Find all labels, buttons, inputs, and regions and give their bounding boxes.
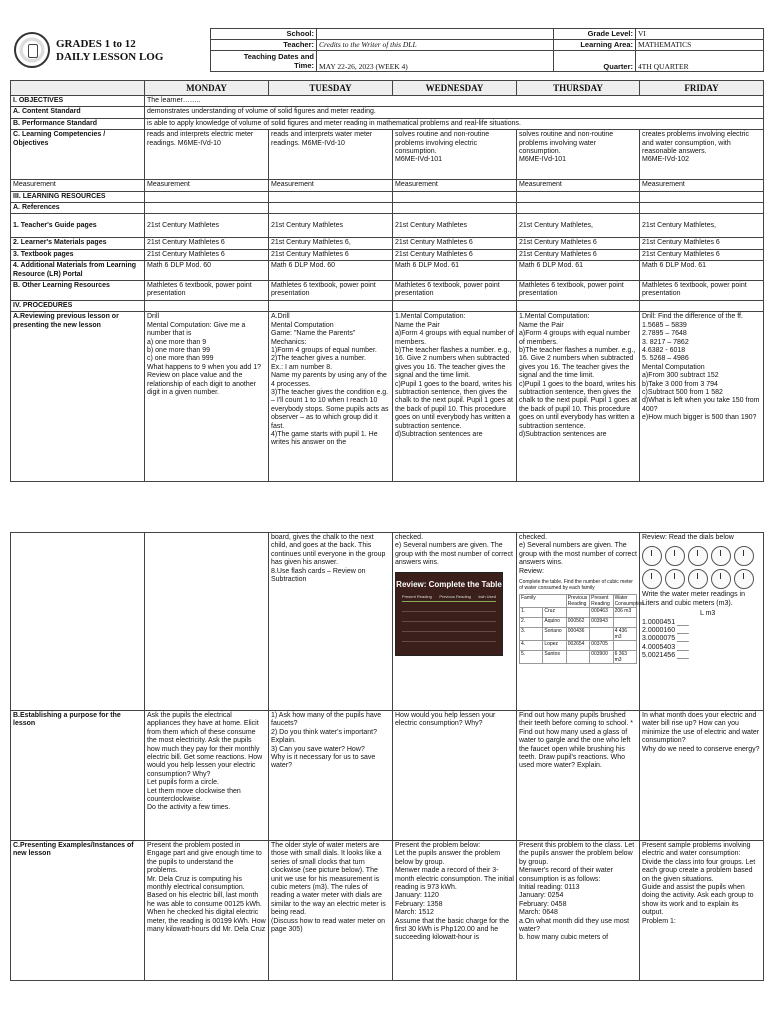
- am-tuesday: Math 6 DLP Mod. 60: [269, 261, 393, 281]
- water-consumption-table: Family Previous Reading Present Reading Water Consumption 1. Cruz 000463 206 m3 2. Aquino 000562 003943 3. Soriano 000436 4 436 m3 4. Lopez 002654 003705 5. Santos 003900 6 363 m3: [521, 595, 645, 664]
- tb-friday: 21st Century Mathletes 6: [640, 249, 764, 260]
- review-label: A.Reviewing previous lesson or presenting the new lesson: [11, 312, 145, 482]
- dial-icon: [711, 546, 731, 566]
- competency-wednesday: solves routine and non-routine problems involving electric consumption. M6ME-IVd-101: [393, 130, 517, 180]
- tg-tuesday: 21st Century Mathletes: [269, 214, 393, 238]
- other-resources-label: B. Other Learning Resources: [11, 281, 145, 301]
- references-label: A. References: [11, 203, 145, 214]
- tb-tuesday: 21st Century Mathletes 6: [269, 249, 393, 260]
- learning-area-label: Learning Area:: [554, 40, 636, 51]
- dial-icon: [688, 546, 708, 566]
- lesson-table-part2: [10, 532, 764, 981]
- am-thursday: Math 6 DLP Mod. 61: [517, 261, 640, 281]
- resources-heading: III. LEARNING RESOURCES: [11, 191, 145, 202]
- dates-label: Teaching Dates and Time:: [211, 51, 317, 72]
- content-wednesday: Measurement: [393, 180, 517, 191]
- deped-seal-icon: [14, 32, 50, 68]
- presenting-label: C.Presenting Examples/Instances of new lesson: [11, 841, 145, 981]
- content-friday: Measurement: [640, 180, 764, 191]
- tg-monday: 21st Century Mathletes: [145, 214, 269, 238]
- competencies-label: C. Learning Competencies / Objectives: [11, 130, 145, 180]
- olr-monday: Mathletes 6 textbook, power point presentation: [145, 281, 269, 301]
- presenting-monday: Present the problem posted in Engage part and give enough time to the pupils to understand the problems. Mr. Dela Cruz is computing his monthly electrical consumption. Based on his electric bill, last month he was able to consume 00125 kWh. When he checked his digital electric meter, the reading is 00199 kWh. How many kilowatt-hours did Mr. Dela Cruz: [145, 841, 269, 981]
- performance-standard-label: B. Performance Standard: [11, 118, 145, 129]
- tb-wednesday: 21st Century Mathletes 6: [393, 249, 517, 260]
- day-header-row: [11, 81, 764, 96]
- header-info-table: [210, 28, 764, 72]
- purpose-tuesday: 1) Ask how many of the pupils have faucets? 2) Do you think water's important? Explain. 3) Can you save water? How? Why is it necessary for us to save water?: [269, 711, 393, 841]
- lm-wednesday: 21st Century Mathletes 6: [393, 238, 517, 249]
- lm-monday: 21st Century Mathletes 6: [145, 238, 269, 249]
- dial-icon: [711, 569, 731, 589]
- purpose-friday: In what month does your electric and water bill rise up? How can you minimize the use of electric and water consumption? Why do we need to conserve energy?: [640, 711, 764, 841]
- dial-icon: [642, 569, 662, 589]
- header-title: GRADES 1 to 12 DAILY LESSON LOG: [56, 38, 164, 63]
- competency-thursday: solves routine and non-routine problems involving water consumption. M6ME-IVd-101: [517, 130, 640, 180]
- purpose-wednesday: How would you help lessen your electric consumption? Why?: [393, 711, 517, 841]
- review-wednesday: 1.Mental Computation: Name the Pair a)Form 4 groups with equal number of members. b)The teacher flashes a number. e.g., 16. Give 2 numbers when subtracted gives you 16. The teacher gives the signal and the time limit. c)Pupil 1 goes to the board, writes his subtraction sentence, then gives the chalk to the next pupil. Pupil 1 goes at the back of pupil 10. This procedure goes on until everybody has written a subtraction sentence. d)Subtraction sentences are: [393, 312, 517, 482]
- water-meter-dials: [642, 546, 761, 589]
- content-thursday: Measurement: [517, 180, 640, 191]
- lm-friday: 21st Century Mathletes 6: [640, 238, 764, 249]
- competency-friday: creates problems involving electric and water consumption, with reasonable answers. M6ME-IVd-102: [640, 130, 764, 180]
- day-thursday: THURSDAY: [517, 81, 640, 96]
- teacher-label: Teacher:: [211, 40, 317, 51]
- am-friday: Math 6 DLP Mod. 61: [640, 261, 764, 281]
- school-value: [317, 29, 554, 40]
- lm-tuesday: 21st Century Mathletes 6,: [269, 238, 393, 249]
- objectives-heading: I. OBJECTIVES: [11, 96, 145, 107]
- review-cont-thursday: checked. e) Several numbers are given. The group with the most number of correct answers wins. Review: Complete the table. Find the number of cubic meter of water consumed by each family Family Previous Reading Present Reading Water Consumption 1. Cruz 000463 206 m3 2. Aquino 000562 003943 3. Soriano 000436 4 436 m3 4. Lopez 002654 003705 5. Santos 003900 6 363 m3: [517, 533, 640, 711]
- review-thursday: 1.Mental Computation: Name the Pair a)Form 4 groups with equal number of members. b)The teacher flashes a number. e.g., 16. Give 2 numbers when subtracted gives you 16. The teacher gives the signal and the time limit. c)Pupil 1 goes to the board, writes his subtraction sentence, then gives the chalk to the next pupil. Pupil 1 goes at the back of pupil 10. This procedure goes on until everybody has written a subtraction sentence. d)Subtraction sentences are: [517, 312, 640, 482]
- performance-standard-text: is able to apply knowledge of volume of solid figures and meter reading in mathematical problems and real-life situations.: [145, 118, 764, 129]
- dial-icon: [734, 569, 754, 589]
- tb-thursday: 21st Century Mathletes 6: [517, 249, 640, 260]
- purpose-label: B.Establishing a purpose for the lesson: [11, 711, 145, 841]
- tg-wednesday: 21st Century Mathletes: [393, 214, 517, 238]
- presenting-thursday: Present this problem to the class. Let the pupils answer the problem below by group. Menwer's record of their water consumption is as follows: Initial reading: 0113 January: 0254 February: 0458 March: 0648 a.On what month did they use most water? b. how many cubic meters of: [517, 841, 640, 981]
- lesson-table-part1: [10, 80, 764, 482]
- am-wednesday: Math 6 DLP Mod. 61: [393, 261, 517, 281]
- dial-icon: [642, 546, 662, 566]
- review-cont-friday: Review: Read the dials below Write the water meter readings in Liters and cubic meters (m3). L m3 1.0000451 ___ 2.0000160 ___ 3.0000075 ___ 4.0005403 ___ 5.0021456 ___: [640, 533, 764, 711]
- learning-area-value: MATHEMATICS: [636, 40, 764, 51]
- additional-materials-label: 4. Additional Materials from Learning Resource (LR) Portal: [11, 261, 145, 281]
- review-cont-wednesday: checked. e) Several numbers are given. The group with the most number of correct answers wins. Review: Complete the Table Present Reading Previous Reading kwh Used: [393, 533, 517, 711]
- competency-tuesday: reads and interprets water meter readings. M6ME-IVd-10: [269, 130, 393, 180]
- dates-value: MAY 22-26, 2023 (WEEK 4): [317, 51, 554, 72]
- review-cont-tuesday: board, gives the chalk to the next child, and goes at the back. This continues until everyone in the group has given his answer. 8.Use flash cards – Review on Subtraction: [269, 533, 393, 711]
- day-tuesday: TUESDAY: [269, 81, 393, 96]
- content-tuesday: Measurement: [269, 180, 393, 191]
- teachers-guide-label: 1. Teacher's Guide pages: [11, 214, 145, 238]
- tg-friday: 21st Century Mathletes,: [640, 214, 764, 238]
- day-monday: MONDAY: [145, 81, 269, 96]
- school-label: School:: [211, 29, 317, 40]
- dial-icon: [665, 569, 685, 589]
- quarter-label: Quarter:: [554, 51, 636, 72]
- quarter-value: 4TH QUARTER: [636, 51, 764, 72]
- day-wednesday: WEDNESDAY: [393, 81, 517, 96]
- dial-icon: [734, 546, 754, 566]
- header: [10, 28, 763, 74]
- teacher-value: Credits to the Writer of this DLL: [317, 40, 554, 51]
- dial-icon: [665, 546, 685, 566]
- purpose-monday: Ask the pupils the electrical appliances they have at home. Elicit from them which of these consume the most electricity. Ask the pupils how much they pay for their monthly electric bill. Get some reactions. How would you help lessen your electric consumption? Why? Let pupils form a circle. Let them move clockwise then counterclockwise. Do the activity a few times.: [145, 711, 269, 841]
- procedures-heading: IV. PROCEDURES: [11, 300, 145, 311]
- olr-tuesday: Mathletes 6 textbook, power point presentation: [269, 281, 393, 301]
- purpose-thursday: Find out how many pupils brushed their teeth before coming to school. * Find out how many used a glass of water to gargle and the one who left the faucet open while brushing his teeth. Draw pupil's reactions. Who used more water? Explain.: [517, 711, 640, 841]
- olr-friday: Mathletes 6 textbook, power point presentation: [640, 281, 764, 301]
- textbook-label: 3. Textbook pages: [11, 249, 145, 260]
- learners-materials-label: 2. Learner's Materials pages: [11, 238, 145, 249]
- presenting-wednesday: Present the problem below: Let the pupils answer the problem below by group. Menwer made a record of their 3-month electric consumption. The initial reading is 973 kWh. January: 1120 February: 1358 March: 1512 Assume that the basic charge for the first 30 kWh is Php120.00 and he succeeding kilowatt-hour is: [393, 841, 517, 981]
- grade-level-label: Grade Level:: [554, 29, 636, 40]
- content-standard-label: A. Content Standard: [11, 107, 145, 118]
- review-monday: Drill Mental Computation: Give me a number that is a) one more than 9 b) one more than 99 c) one more than 999 What happens to 9 when you add 1? Review on place value and the relationship of each digit to another digit in a given number.: [145, 312, 269, 482]
- presenting-tuesday: The older style of water meters are those with small dials. It looks like a series of small clocks that turn clockwise (see picture below). The unit we use for his measurement is cubic meters (m3). The rules of reading a water meter with dials are similar to the way an electric meter is being read. (Discuss how to read water meter on page 305): [269, 841, 393, 981]
- table-row: 1. Cruz 000463 206 m3: [520, 608, 637, 618]
- lm-thursday: 21st Century Mathletes 6: [517, 238, 640, 249]
- grade-level-value: VI: [636, 29, 764, 40]
- am-monday: Math 6 DLP Mod. 60: [145, 261, 269, 281]
- tb-monday: 21st Century Mathletes 6: [145, 249, 269, 260]
- presenting-friday: Present sample problems involving electric and water consumption: Divide the class into four groups. Let each group create a problem based on the given situations. Guide and assist the pupils when doing the activity. Ask each group to show its work and to explain its output. Problem 1:: [640, 841, 764, 981]
- review-tuesday: A.Drill Mental Computation Game: "Name the Parents" Mechanics: 1)Form 4 groups of equal number. 2)The teacher gives a number. Ex.: I am number 8. Name my parents by using any of the 4 processes. 3)The teacher gives the condition e.g. – I'll count 1 to 10 when I reach 10 everybody stops. Some pupils acts as observer – as to which group did it fast. 4)The game starts with pupil 1. He writes his answer on the: [269, 312, 393, 482]
- content-label: Measurement: [11, 180, 145, 191]
- olr-thursday: Mathletes 6 textbook, power point presentation: [517, 281, 640, 301]
- table-row: 2. Aquino 000562 003943: [520, 618, 637, 628]
- content-standard-text: demonstrates understanding of volume of solid figures and meter reading.: [145, 107, 764, 118]
- complete-table-image: Review: Complete the Table Present Reading Previous Reading kwh Used: [395, 572, 503, 656]
- olr-wednesday: Mathletes 6 textbook, power point presentation: [393, 281, 517, 301]
- table-row: 4. Lopez 002654 003705: [520, 641, 637, 651]
- content-monday: Measurement: [145, 180, 269, 191]
- competency-monday: reads and interprets electric meter readings. M6ME-IVd-10: [145, 130, 269, 180]
- table-row: 3. Soriano 000436 4 436 m3: [520, 628, 637, 641]
- table-row: 5. Santos 003900 6 363 m3: [520, 651, 637, 664]
- tg-thursday: 21st Century Mathletes,: [517, 214, 640, 238]
- day-friday: FRIDAY: [640, 81, 764, 96]
- dial-icon: [688, 569, 708, 589]
- review-friday: Drill: Find the difference of the ff. 1.5685 – 5839 2.7895 – 7648 3. 8217 – 7862 4.6382 - 6018 5. 5268 – 4986 Mental Computation a)From 300 subtract 152 b)Take 3 000 from 3 794 c)Subtract 500 from 1 582 d)What is left when you take 150 from 400? e)How much bigger is 500 than 190?: [640, 312, 764, 482]
- objectives-text: The learner……..: [145, 96, 764, 107]
